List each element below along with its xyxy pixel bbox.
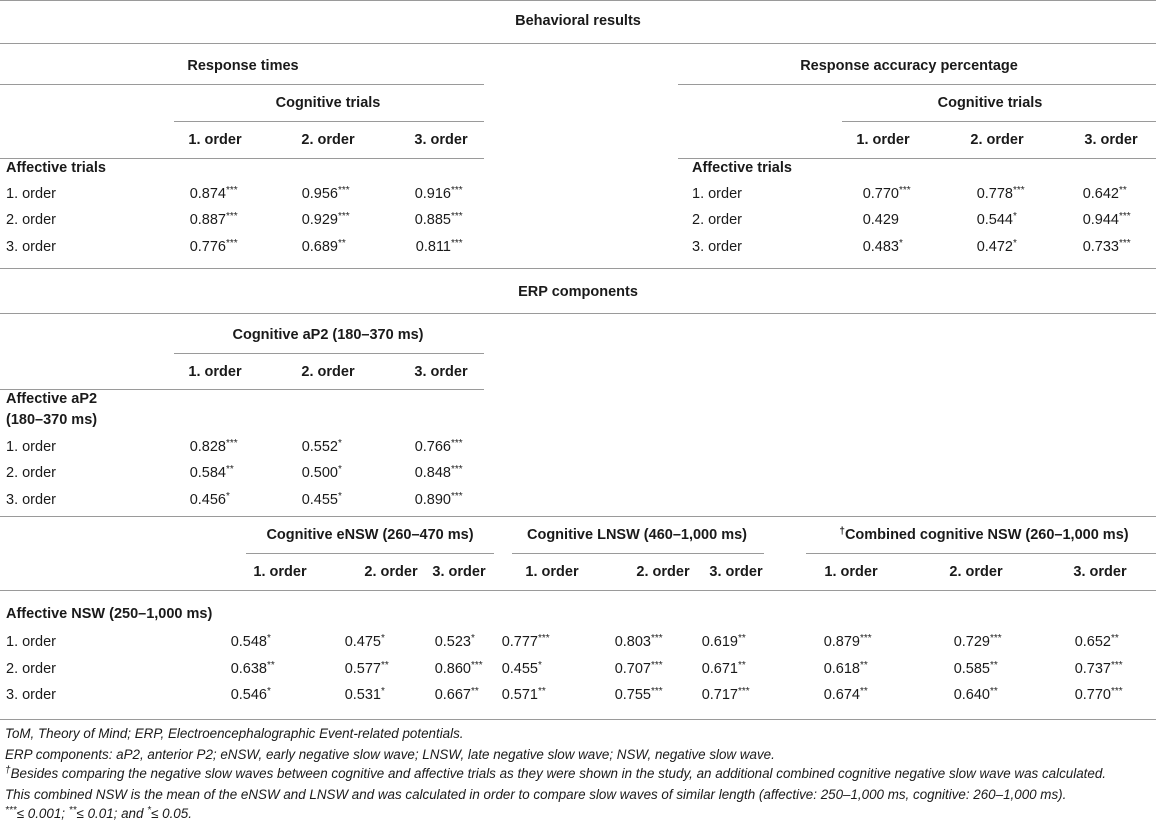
erp-top-rule bbox=[0, 268, 1156, 269]
bottom-rule bbox=[0, 719, 1156, 720]
cell-value: 0.811 bbox=[415, 239, 451, 255]
rt-table-cell: 0.776*** bbox=[189, 238, 238, 255]
ap2-table-cell: 0.552* bbox=[301, 438, 342, 455]
cell-value: 0.733 bbox=[1082, 239, 1119, 255]
nsw-header-rule bbox=[0, 590, 1156, 591]
nsw-g3-rule bbox=[806, 553, 1156, 554]
top-rule bbox=[0, 0, 1156, 1]
cell-value: 0.674 bbox=[823, 687, 860, 703]
nsw-g2-rule bbox=[512, 553, 764, 554]
nsw-table-cell: 0.548* bbox=[230, 633, 271, 650]
cell-value: 0.500 bbox=[301, 465, 338, 481]
cell-value: 0.770 bbox=[862, 186, 899, 202]
cell-value: 0.456 bbox=[189, 492, 226, 508]
cell-value: 0.766 bbox=[414, 439, 451, 455]
nsw-row-label: 1. order bbox=[6, 634, 56, 650]
cell-value: 0.546 bbox=[230, 687, 267, 703]
cell-value: 0.848 bbox=[414, 465, 451, 481]
ap2-table-cell: 0.766*** bbox=[414, 438, 463, 455]
ap2-col-1: 1. order bbox=[188, 364, 242, 380]
nsw-col-6: 3. order bbox=[709, 564, 763, 580]
nsw-table-cell: 0.671** bbox=[701, 660, 746, 677]
acc-cog-rule bbox=[842, 121, 1156, 122]
rt-table-cell: 0.916*** bbox=[414, 185, 463, 202]
cell-value: 0.475 bbox=[344, 634, 381, 650]
nsw-col-7: 1. order bbox=[824, 564, 878, 580]
rt-table-cell: 0.689** bbox=[301, 238, 346, 255]
cell-value: 0.689 bbox=[301, 239, 338, 255]
cell-value: 0.885 bbox=[414, 212, 451, 228]
cell-value: 0.577 bbox=[344, 661, 381, 677]
footnote-dagger: † bbox=[5, 765, 11, 776]
cell-value: 0.828 bbox=[189, 439, 226, 455]
cell-value: 0.585 bbox=[953, 661, 990, 677]
acc-cognitive-title: Cognitive trials bbox=[937, 95, 1043, 111]
nsw-table-cell: 0.674** bbox=[823, 686, 868, 703]
cell-value: 0.944 bbox=[1082, 212, 1119, 228]
cell-value: 0.916 bbox=[414, 186, 451, 202]
nsw-top-rule bbox=[0, 516, 1156, 517]
rt-row-label: 2. order bbox=[6, 212, 56, 228]
cell-value: 0.455 bbox=[501, 661, 538, 677]
acc-affective-label: Affective trials bbox=[692, 160, 792, 176]
acc-table-cell: 0.483* bbox=[862, 238, 903, 255]
cell-value: 0.472 bbox=[976, 239, 1013, 255]
ap2-cog-rule bbox=[174, 353, 484, 354]
nsw-table-cell: 0.585** bbox=[953, 660, 998, 677]
ap2-col-2: 2. order bbox=[301, 364, 355, 380]
cell-value: 0.776 bbox=[189, 239, 226, 255]
acc-title: Response accuracy percentage bbox=[800, 58, 1018, 74]
cell-value: 0.640 bbox=[953, 687, 990, 703]
rt-table-cell: 0.811*** bbox=[415, 238, 463, 255]
nsw-col-3: 3. order bbox=[432, 564, 486, 580]
ap2-table-cell: 0.455* bbox=[301, 491, 342, 508]
sig-1star: * bbox=[147, 805, 152, 816]
nsw-group-1: Cognitive eNSW (260–470 ms) bbox=[266, 527, 474, 543]
acc-table-cell: 0.733*** bbox=[1082, 238, 1131, 255]
nsw-table-cell: 0.571** bbox=[501, 686, 546, 703]
cell-value: 0.737 bbox=[1074, 661, 1111, 677]
cell-value: 0.671 bbox=[701, 661, 738, 677]
footnote-significance bbox=[5, 806, 192, 821]
acc-title-rule bbox=[678, 84, 1156, 85]
rt-table-cell: 0.887*** bbox=[189, 211, 238, 228]
nsw-col-1: 1. order bbox=[253, 564, 307, 580]
dagger-mark: † bbox=[839, 526, 845, 537]
cell-value: 0.544 bbox=[976, 212, 1013, 228]
acc-table-cell: 0.642** bbox=[1082, 185, 1127, 202]
cell-value: 0.874 bbox=[189, 186, 226, 202]
ap2-table-cell: 0.890*** bbox=[414, 491, 463, 508]
sig-3star: *** bbox=[5, 805, 17, 816]
cell-value: 0.429 bbox=[862, 212, 899, 228]
nsw-table-cell: 0.879*** bbox=[823, 633, 872, 650]
cell-value: 0.929 bbox=[301, 212, 338, 228]
nsw-table-cell: 0.640** bbox=[953, 686, 998, 703]
acc-table-cell: 0.778*** bbox=[976, 185, 1025, 202]
ap2-affective-label-1: Affective aP2 bbox=[6, 391, 98, 407]
acc-table-cell: 0.544* bbox=[976, 211, 1017, 228]
nsw-table-cell: 0.737*** bbox=[1074, 660, 1123, 677]
footnote-3 bbox=[5, 766, 1106, 781]
rt-title: Response times bbox=[187, 58, 299, 74]
ap2-table-cell: 0.584** bbox=[189, 464, 234, 481]
nsw-table-cell: 0.770*** bbox=[1074, 686, 1123, 703]
acc-header-rule bbox=[678, 158, 1156, 159]
cell-value: 0.887 bbox=[189, 212, 226, 228]
nsw-table-cell: 0.531* bbox=[344, 686, 385, 703]
cell-value: 0.890 bbox=[414, 492, 451, 508]
rt-table-cell: 0.885*** bbox=[414, 211, 463, 228]
rt-title-rule bbox=[0, 84, 484, 85]
footnote-3-text: Besides comparing the negative slow waves between cognitive and affective trials as they were shown in the study, an additional combined cognitive negative slow wave was calculated. bbox=[10, 766, 1106, 781]
ap2-table-cell: 0.828*** bbox=[189, 438, 238, 455]
nsw-col-5: 2. order bbox=[636, 564, 690, 580]
erp-rule bbox=[0, 313, 1156, 314]
nsw-row-label: 2. order bbox=[6, 661, 56, 677]
nsw-table-cell: 0.638** bbox=[230, 660, 275, 677]
acc-table-cell: 0.944*** bbox=[1082, 211, 1131, 228]
nsw-table-cell: 0.729*** bbox=[953, 633, 1002, 650]
acc-row-label: 2. order bbox=[692, 212, 742, 228]
cell-value: 0.729 bbox=[953, 634, 990, 650]
behavioral-rule bbox=[0, 43, 1156, 44]
nsw-table-cell: 0.618** bbox=[823, 660, 868, 677]
rt-table-cell: 0.874*** bbox=[189, 185, 238, 202]
nsw-col-2: 2. order bbox=[364, 564, 418, 580]
erp-section-title: ERP components bbox=[518, 284, 638, 300]
nsw-table-cell: 0.546* bbox=[230, 686, 271, 703]
acc-table-cell: 0.472* bbox=[976, 238, 1017, 255]
cell-value: 0.777 bbox=[501, 634, 538, 650]
footnote-1: ToM, Theory of Mind; ERP, Electroencephalographic Event-related potentials. bbox=[5, 726, 464, 741]
nsw-g1-rule bbox=[246, 553, 494, 554]
rt-col-3: 3. order bbox=[414, 132, 468, 148]
cell-value: 0.552 bbox=[301, 439, 338, 455]
cell-value: 0.652 bbox=[1074, 634, 1111, 650]
nsw-table-cell: 0.652** bbox=[1074, 633, 1119, 650]
cell-value: 0.483 bbox=[862, 239, 899, 255]
ap2-row-label: 2. order bbox=[6, 465, 56, 481]
ap2-table-cell: 0.848*** bbox=[414, 464, 463, 481]
ap2-table-cell: 0.500* bbox=[301, 464, 342, 481]
sig-2star-text: ≤ 0.01; and bbox=[76, 806, 148, 821]
nsw-col-9: 3. order bbox=[1073, 564, 1127, 580]
nsw-table-cell: 0.577** bbox=[344, 660, 389, 677]
cell-value: 0.717 bbox=[701, 687, 738, 703]
rt-col-1: 1. order bbox=[188, 132, 242, 148]
ap2-cognitive-title: Cognitive aP2 (180–370 ms) bbox=[232, 327, 424, 343]
ap2-table-cell: 0.456* bbox=[189, 491, 230, 508]
cell-value: 0.860 bbox=[434, 661, 471, 677]
nsw-table-cell: 0.777*** bbox=[501, 633, 550, 650]
nsw-table-cell: 0.860*** bbox=[434, 660, 483, 677]
nsw-table-cell: 0.717*** bbox=[701, 686, 750, 703]
sig-1star-text: ≤ 0.05. bbox=[151, 806, 192, 821]
cell-value: 0.755 bbox=[614, 687, 651, 703]
nsw-col-8: 2. order bbox=[949, 564, 1003, 580]
rt-table-cell: 0.956*** bbox=[301, 185, 350, 202]
cell-value: 0.879 bbox=[823, 634, 860, 650]
cell-value: 0.619 bbox=[701, 634, 738, 650]
cell-value: 0.571 bbox=[501, 687, 538, 703]
rt-header-rule bbox=[0, 158, 484, 159]
cell-value: 0.667 bbox=[434, 687, 471, 703]
cell-value: 0.770 bbox=[1074, 687, 1111, 703]
behavioral-section-title: Behavioral results bbox=[515, 13, 641, 29]
acc-table-cell: 0.770*** bbox=[862, 185, 911, 202]
footnote-2: ERP components: aP2, anterior P2; eNSW, early negative slow wave; LNSW, late negative slow wave; NSW, negative slow wave. bbox=[5, 747, 775, 762]
acc-row-label: 1. order bbox=[692, 186, 742, 202]
cell-value: 0.803 bbox=[614, 634, 651, 650]
cell-value: 0.455 bbox=[301, 492, 338, 508]
ap2-row-label: 1. order bbox=[6, 439, 56, 455]
nsw-table-cell: 0.475* bbox=[344, 633, 385, 650]
acc-table-cell bbox=[863, 212, 919, 228]
acc-col-3: 3. order bbox=[1084, 132, 1138, 148]
ap2-col-3: 3. order bbox=[414, 364, 468, 380]
acc-row-label: 3. order bbox=[692, 239, 742, 255]
nsw-table-cell: 0.707*** bbox=[614, 660, 663, 677]
cell-value: 0.707 bbox=[614, 661, 651, 677]
cell-value: 0.642 bbox=[1082, 186, 1119, 202]
nsw-table-cell: 0.523* bbox=[434, 633, 475, 650]
cell-value: 0.638 bbox=[230, 661, 267, 677]
acc-col-1: 1. order bbox=[856, 132, 910, 148]
ap2-header-rule bbox=[0, 389, 484, 390]
rt-row-label: 1. order bbox=[6, 186, 56, 202]
nsw-group-3 bbox=[839, 527, 1128, 543]
cell-value: 0.778 bbox=[976, 186, 1013, 202]
nsw-table-cell: 0.619** bbox=[701, 633, 746, 650]
rt-affective-label: Affective trials bbox=[6, 160, 106, 176]
rt-cognitive-title: Cognitive trials bbox=[275, 95, 381, 111]
sig-3star-text: ≤ 0.001; bbox=[16, 806, 69, 821]
nsw-table-cell: 0.755*** bbox=[614, 686, 663, 703]
nsw-affective-label: Affective NSW (250–1,000 ms) bbox=[6, 606, 213, 622]
ap2-affective-label-2: (180–370 ms) bbox=[6, 412, 98, 428]
nsw-group-2: Cognitive LNSW (460–1,000 ms) bbox=[527, 527, 747, 543]
nsw-table-cell: 0.803*** bbox=[614, 633, 663, 650]
rt-col-2: 2. order bbox=[301, 132, 355, 148]
acc-col-2: 2. order bbox=[970, 132, 1024, 148]
cell-value: 0.956 bbox=[301, 186, 338, 202]
ap2-row-label: 3. order bbox=[6, 492, 56, 508]
rt-row-label: 3. order bbox=[6, 239, 56, 255]
cell-value: 0.523 bbox=[434, 634, 471, 650]
sig-2star: ** bbox=[68, 805, 77, 816]
rt-cog-rule bbox=[174, 121, 484, 122]
cell-value: 0.548 bbox=[230, 634, 267, 650]
nsw-group-3-label: Combined cognitive NSW (260–1,000 ms) bbox=[844, 527, 1129, 543]
footnote-4: This combined NSW is the mean of the eNSW and LNSW and was calculated in order to compare slow waves of similar length (affective: 250–1,000 ms, cognitive: 260–1,000 ms). bbox=[5, 787, 1067, 802]
nsw-row-label: 3. order bbox=[6, 687, 56, 703]
cell-value: 0.531 bbox=[344, 687, 381, 703]
cell-value: 0.618 bbox=[823, 661, 860, 677]
nsw-table-cell: 0.667** bbox=[434, 686, 479, 703]
rt-table-cell: 0.929*** bbox=[301, 211, 350, 228]
nsw-table-cell: 0.455* bbox=[501, 660, 542, 677]
cell-value: 0.584 bbox=[189, 465, 226, 481]
nsw-col-4: 1. order bbox=[525, 564, 579, 580]
